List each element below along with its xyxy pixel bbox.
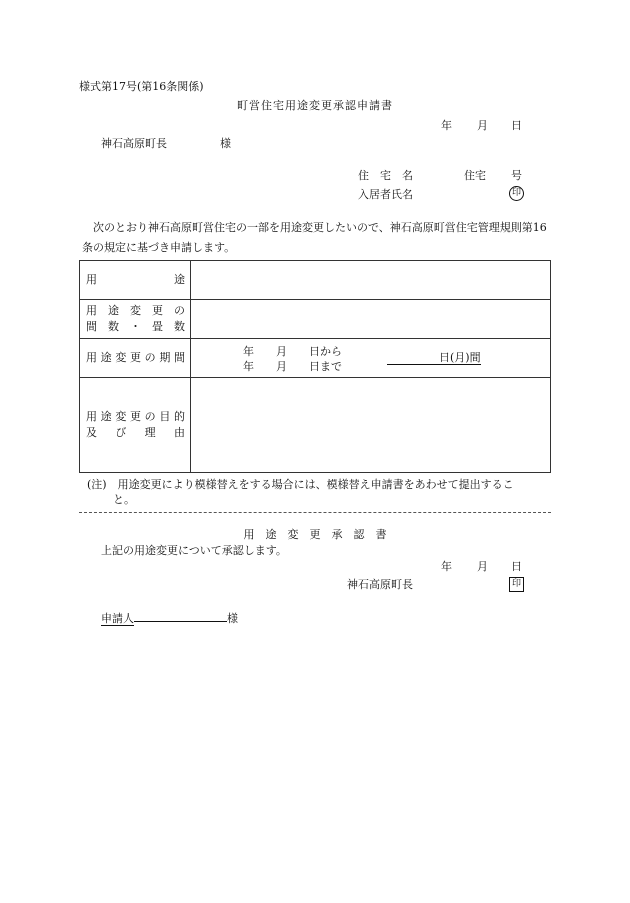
purpose-label: 用途変更の目的 及び理由 <box>80 378 191 473</box>
period-from: 年 月 日から <box>243 345 342 358</box>
row-period <box>80 339 551 378</box>
row-usage <box>80 261 551 300</box>
applicant-line <box>101 612 238 626</box>
note-line-2: と。 <box>113 493 135 506</box>
addressee: 神石高原町長 <box>101 137 167 150</box>
row-rooms <box>80 300 551 339</box>
approval-seal-mark: 印 <box>509 577 524 592</box>
cut-line <box>79 512 551 513</box>
date-year: 年 <box>441 119 452 132</box>
row-purpose <box>80 378 551 473</box>
approval-mayor: 神石高原町長 <box>347 578 413 591</box>
date-day: 日 <box>511 119 522 132</box>
period-days: 日(月)間 <box>387 351 481 365</box>
application-table <box>79 260 551 473</box>
period-to: 年 月 日まで <box>243 360 342 373</box>
usage-field[interactable] <box>191 261 551 300</box>
rooms-label: 用途変更の 間数・畳数 <box>80 300 191 339</box>
house-label: 住宅 <box>464 169 486 182</box>
approval-text: 上記の用途変更について承認します。 <box>101 544 287 557</box>
approval-date-day: 日 <box>511 560 522 573</box>
note-line-1: (注) 用途変更により模様替えをする場合には、模様替え申請書をあわせて提出するこ <box>87 478 514 491</box>
applicant-label: 申請人 <box>101 612 134 625</box>
date-month: 月 <box>477 119 488 132</box>
approval-title: 用 途 変 更 承 認 書 <box>243 528 387 541</box>
number-label: 号 <box>511 169 522 182</box>
applicant-suffix: 様 <box>227 612 238 625</box>
document-title: 町営住宅用途変更承認申請書 <box>237 99 393 112</box>
usage-label: 用途 <box>80 261 191 300</box>
applicant-name-blank[interactable] <box>134 621 227 622</box>
application-text: 次のとおり神石高原町営住宅の一部を用途変更したいので、神石高原町営住宅管理規則第16条の規定に基づき申請します。 <box>82 221 547 254</box>
addressee-suffix: 様 <box>220 137 231 150</box>
house-name-label: 住 宅 名 <box>358 169 413 182</box>
period-label: 用途変更の期間 <box>80 339 191 378</box>
purpose-field[interactable] <box>191 378 551 473</box>
rooms-field[interactable] <box>191 300 551 339</box>
form-number: 様式第17号(第16条関係) <box>79 80 204 93</box>
resident-name-label: 入居者氏名 <box>358 188 413 201</box>
approval-date-year: 年 <box>441 560 452 573</box>
approval-date-month: 月 <box>477 560 488 573</box>
seal-mark: 印 <box>509 186 524 201</box>
period-field[interactable] <box>191 339 551 378</box>
